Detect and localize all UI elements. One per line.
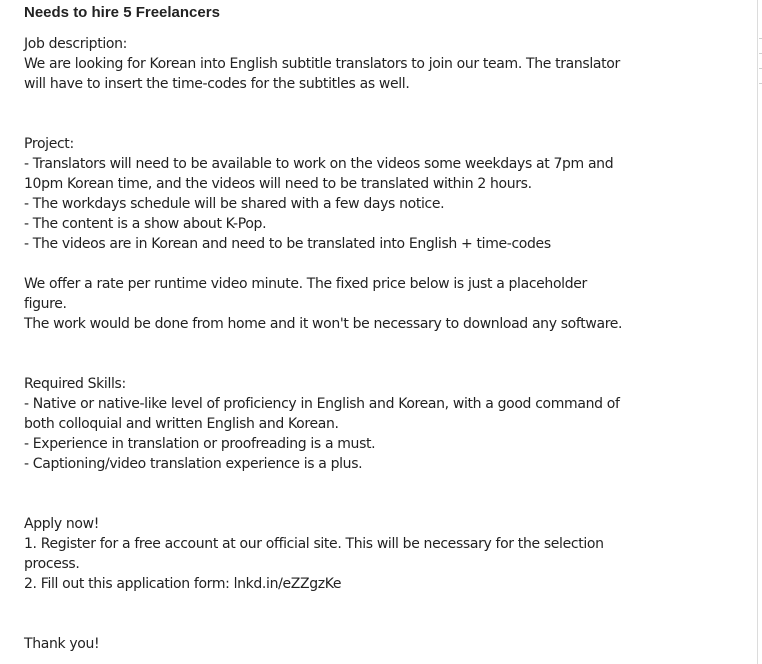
post-line: - Native or native-like level of proficiency in English and Korean, with a good command of xyxy=(24,396,620,412)
blank-line xyxy=(24,494,748,514)
post-line: figure. xyxy=(24,296,67,312)
blank-line xyxy=(24,254,748,274)
post-line: both colloquial and written English and Korean. xyxy=(24,416,339,432)
post-title: Needs to hire 5 Freelancers xyxy=(24,4,220,21)
post-body xyxy=(24,34,748,654)
post-line: 1. Register for a free account at our official site. This will be necessary for the selection xyxy=(24,536,604,552)
blank-line xyxy=(24,614,748,634)
post-line: process. xyxy=(24,556,80,572)
blank-line xyxy=(24,474,748,494)
blank-line xyxy=(24,334,748,354)
post-line: - Captioning/video translation experience is a plus. xyxy=(24,456,363,472)
post-line: Project: xyxy=(24,136,74,152)
blank-line xyxy=(24,114,748,134)
post-line: - Experience in translation or proofreading is a must. xyxy=(24,436,376,452)
post-line: Apply now! xyxy=(24,516,99,532)
post-line: - The content is a show about K-Pop. xyxy=(24,216,267,232)
right-divider xyxy=(757,0,758,664)
post-line: We offer a rate per runtime video minute. The fixed price below is just a placeholder xyxy=(24,276,587,292)
post-line: - The workdays schedule will be shared with a few days notice. xyxy=(24,196,445,212)
post-line: 2. Fill out this application form: lnkd.in/eZZgzKe xyxy=(24,576,342,592)
blank-line xyxy=(24,94,748,114)
post-line: 10pm Korean time, and the videos will need to be translated within 2 hours. xyxy=(24,176,532,192)
post-line: The work would be done from home and it won't be necessary to download any software. xyxy=(24,316,623,332)
post-line: Thank you! xyxy=(24,636,100,652)
post-line: Required Skills: xyxy=(24,376,126,392)
blank-line xyxy=(24,354,748,374)
post-line: will have to insert the time-codes for the subtitles as well. xyxy=(24,76,410,92)
blank-line xyxy=(24,594,748,614)
post-line: - The videos are in Korean and need to be translated into English + time-codes xyxy=(24,236,551,252)
post-line: We are looking for Korean into English subtitle translators to join our team. The translator xyxy=(24,56,620,72)
post-line: Job description: xyxy=(24,36,127,52)
post-line: - Translators will need to be available to work on the videos some weekdays at 7pm and xyxy=(24,156,614,172)
